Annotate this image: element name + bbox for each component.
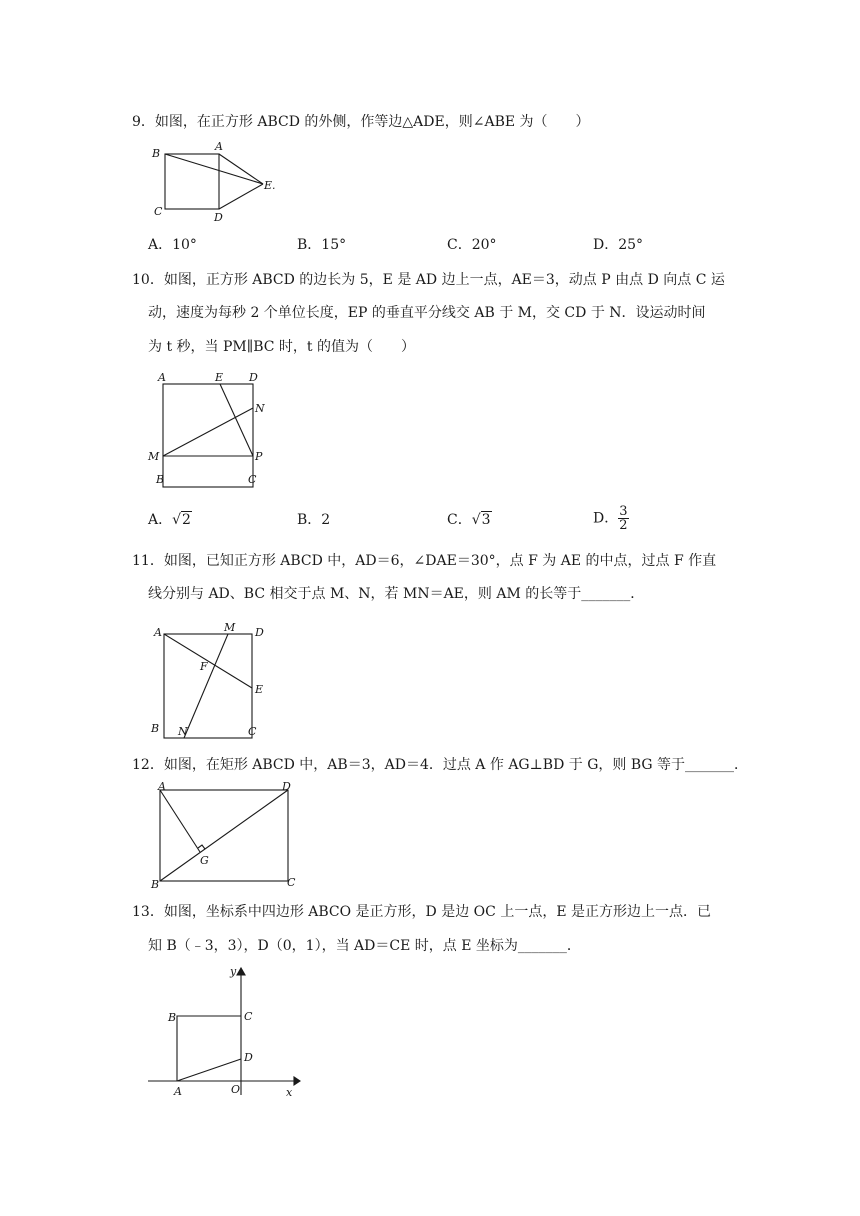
q13-label-y: y [230,965,237,978]
q12-label-b: B [151,878,160,891]
q10-text-line3: 为 t 秒，当 PM∥BC 时，t 的值为（ ） [148,339,415,355]
q12-label-c: C [287,876,296,889]
q10-option-d-fraction [618,505,628,532]
q11-figure [148,618,278,738]
q10-label-d: D [249,371,258,384]
q10-line-ep [220,384,253,456]
q13-label-a: A [174,1085,182,1098]
q12-label-g: G [200,854,209,867]
q9-edge-ae [219,154,263,184]
q9-label-b: B [152,147,161,160]
q12-label-d: D [282,780,291,793]
q10-option-c-prefix: C． [447,512,472,528]
q12-right-angle-mark [198,845,205,849]
q10-text-line1: 10．如图，正方形 ABCD 的边长为 5，E 是 AD 边上一点，AE＝3，动点 P 由点 D 向点 C 运 [132,272,725,288]
q12-text: 12．如图，在矩形 ABCD 中，AB＝3，AD＝4．过点 A 作 AG⊥BD 于 G，则 BG 等于_______． [132,757,749,773]
q11-label-n: N [178,725,188,738]
q13-figure [148,965,308,1100]
q13-text-line2: 知 B（﹣3，3），D（0，1），当 AD＝CE 时，点 E 坐标为_______． [148,938,581,954]
q10-figure [145,368,275,488]
q11-text-line2: 线分别与 AD、BC 相交于点 M、N，若 MN＝AE，则 AM 的长等于_______． [148,586,645,602]
q11-label-f: F [200,660,208,673]
q10-option-d-denominator: 2 [619,518,628,533]
q11-square [164,634,252,738]
q13-label-o: O [231,1083,241,1096]
q10-label-b: B [156,473,165,486]
q11-label-d: D [255,626,264,639]
q10-option-b[interactable]: B．2 [297,512,331,528]
q9-figure [148,138,278,223]
q10-option-a-sqrt: √2 [172,512,191,528]
q9-option-a[interactable]: A．10° [148,237,197,253]
q10-label-n: N [255,402,265,415]
q13-label-x: x [286,1086,293,1099]
q10-option-c[interactable] [447,511,492,529]
q9-text: 9．如图，在正方形 ABCD 的外侧，作等边△ADE，则∠ABE 为（ ） [132,114,590,130]
q13-label-d: D [244,1051,253,1064]
q10-option-a[interactable] [148,511,192,529]
q9-option-d[interactable]: D．25° [593,237,644,253]
q10-square [163,384,253,487]
q13-label-c: C [244,1010,253,1023]
q13-square-sides [177,1016,241,1081]
q10-option-c-radicand: 3 [481,512,491,528]
q11-label-a: A [154,626,162,639]
q10-option-d-numerator: 3 [619,504,628,519]
q10-option-d-prefix: D． [593,510,619,527]
q12-line-ag [160,790,200,852]
q11-label-e: E [255,683,264,696]
q9-label-a: A [215,140,223,153]
q11-text-line1: 11．如图，已知正方形 ABCD 中，AD＝6，∠DAE＝30°，点 F 为 AE 的中点，过点 F 作直 [132,553,717,569]
q10-label-c: C [248,473,257,486]
q9-label-d: D [214,211,223,224]
q9-label-c: C [154,205,163,218]
q13-y-arrow [237,968,245,975]
q12-figure [148,780,308,890]
q13-line-ad [177,1059,241,1081]
q11-line-mn [184,634,228,738]
q10-option-a-radicand: 2 [182,512,191,528]
q13-x-arrow [294,1077,300,1085]
q10-option-d[interactable] [593,505,629,532]
q10-option-a-prefix: A． [148,512,173,528]
q10-label-e: E [215,371,224,384]
q10-line-mn [163,408,253,456]
q12-diagonal-bd [160,790,288,881]
q11-label-c: C [248,725,257,738]
q10-label-p: P [255,450,263,463]
q9-edge-be [165,154,263,184]
q10-option-c-sqrt: √3 [471,512,491,528]
q13-text-line1: 13．如图，坐标系中四边形 ABCO 是正方形，D 是边 OC 上一点，E 是正方形边上一点．已 [132,904,711,920]
q12-label-a: A [158,780,166,793]
q10-text-line2: 动，速度为每秒 2 个单位长度，EP 的垂直平分线交 AB 于 M，交 CD 于 N．设运动时间 [148,305,706,321]
q11-label-m: M [224,621,236,634]
q9-label-e: E. [264,179,276,192]
q13-label-b: B [168,1011,177,1024]
q10-label-m: M [148,450,160,463]
q9-option-c[interactable]: C．20° [447,237,497,253]
q11-label-b: B [151,722,160,735]
q9-option-b[interactable]: B．15° [297,237,347,253]
q10-label-a: A [158,371,166,384]
q9-edge-de [219,184,263,209]
